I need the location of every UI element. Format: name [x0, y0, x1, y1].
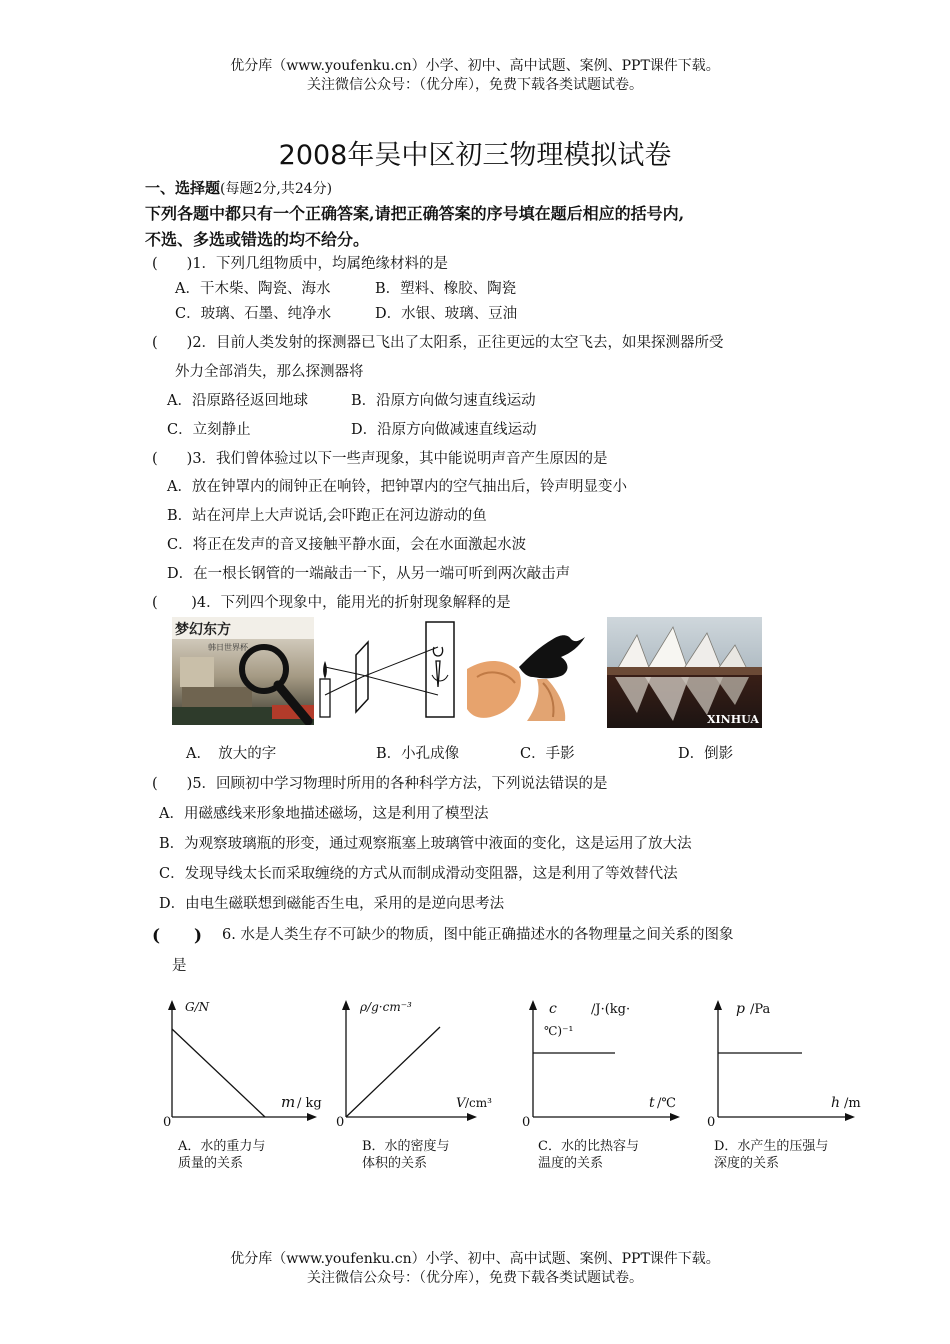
- question-2-stem-cont: 外力全部消失，那么探测器将: [175, 364, 364, 380]
- graph-c-caption: C．水的比热容与温度的关系: [538, 1139, 639, 1171]
- question-5-option-c: C．发现导线太长而采取缠绕的方式从而制成滑动变阻器，这是利用了等效替代法: [159, 866, 678, 882]
- page-title: 2008年吴中区初三物理模拟试卷: [278, 140, 672, 171]
- question-2-option-b: B．沿原方向做匀速直线运动: [351, 393, 536, 409]
- question-3-option-b: B．站在河岸上大声说话,会吓跑正在河边游动的鱼: [167, 508, 487, 524]
- question-4-caption-c: C．手影: [520, 746, 575, 762]
- question-4-stem: ( )4．下列四个现象中，能用光的折射现象解释的是: [152, 595, 511, 611]
- magnified-text-photo: [172, 617, 314, 725]
- question-3-option-d: D．在一根长钢管的一端敲击一下，从另一端可听到两次敲击声: [167, 566, 571, 582]
- graph-b-xlabel-symbol: V: [456, 1096, 466, 1111]
- graph-c: [513, 995, 693, 1130]
- question-3-stem: ( )3．我们曾体验过以下一些声现象，其中能说明声音产生原因的是: [152, 451, 608, 467]
- graph-b: [330, 995, 510, 1130]
- question-2-option-c: C．立刻静止: [167, 422, 251, 438]
- question-6-stem: 6. 水是人类生存不可缺少的物质，图中能正确描述水的各物理量之间关系的图象: [222, 927, 734, 943]
- page-footer-line2: 关注微信公众号：（优分库），免费下载各类试题试卷。: [307, 1270, 643, 1286]
- graph-c-ylabel-unit: /J·(kg·: [591, 1002, 631, 1017]
- graph-b-xlabel-unit: /cm³: [465, 1096, 492, 1110]
- question-4-caption-d: D．倒影: [678, 746, 734, 762]
- question-1-option-d: D．水银、玻璃、豆油: [375, 306, 518, 322]
- question-4-caption-a: A． 放大的字: [186, 746, 277, 762]
- graph-a-caption: A．水的重力与质量的关系: [178, 1139, 266, 1171]
- graph-b-origin: 0: [336, 1115, 345, 1130]
- graph-b-ylabel: ρ/g·cm⁻³: [360, 1000, 412, 1014]
- graph-a-xlabel-unit: / kg: [297, 1096, 322, 1111]
- graph-d: [700, 995, 875, 1130]
- question-5-option-a: A．用磁感线来形象地描述磁场，这是利用了模型法: [159, 806, 489, 822]
- question-2-stem: ( )2．目前人类发射的探测器已飞出了太阳系，正往更远的太空飞去，如果探测器所受: [152, 335, 724, 351]
- question-4-caption-b: B．小孔成像: [376, 746, 460, 762]
- newspaper-subhead: 韩日世界杯: [208, 643, 248, 652]
- section-points: (每题2分,共24分): [220, 181, 333, 197]
- graph-d-xlabel-unit: /m: [844, 1096, 861, 1111]
- question-2-option-d: D．沿原方向做减速直线运动: [351, 422, 537, 438]
- section-instruction-2: 不选、多选或错选的均不给分。: [145, 230, 370, 249]
- question-5-option-b: B．为观察玻璃瓶的形变，通过观察瓶塞上玻璃管中液面的变化，这是运用了放大法: [159, 836, 692, 852]
- question-1-option-c: C．玻璃、石墨、纯净水: [175, 306, 332, 322]
- question-1-stem: ( )1．下列几组物质中，均属绝缘材料的是: [152, 256, 449, 272]
- section-instruction-1: 下列各题中都只有一个正确答案,请把正确答案的序号填在题后相应的括号内,: [145, 204, 685, 223]
- pinhole-camera-diagram: [318, 617, 460, 725]
- graph-d-ylabel-symbol: p: [736, 1001, 745, 1017]
- newspaper-headline: 梦幻东方: [175, 622, 231, 638]
- graph-d-ylabel-unit: /Pa: [750, 1002, 771, 1017]
- question-3-option-c: C．将正在发声的音叉接触平静水面，会在水面激起水波: [167, 537, 527, 553]
- section-label: 一、选择题: [145, 179, 221, 197]
- graph-c-ylabel-symbol: c: [549, 1001, 557, 1017]
- graph-d-xlabel-symbol: h: [831, 1095, 841, 1111]
- page-header-line1: 优分库（www.youfenku.cn）小学、初中、高中试题、案例、PPT课件下载。: [230, 58, 720, 74]
- section-heading: [145, 177, 332, 198]
- graph-d-caption: D．水产生的压强与深度的关系: [714, 1139, 829, 1171]
- graph-c-xlabel-unit: /℃: [657, 1096, 676, 1111]
- question-1-option-a: A．干木柴、陶瓷、海水: [175, 281, 331, 297]
- graph-b-line: [346, 1027, 440, 1117]
- graph-a-ylabel: G/N: [185, 1000, 210, 1014]
- question-3-option-a: A．放在钟罩内的闹钟正在响铃，把钟罩内的空气抽出后，铃声明显变小: [167, 479, 627, 495]
- watermark-xinhua: XINHUA: [707, 713, 759, 726]
- graph-a-origin: 0: [163, 1115, 172, 1130]
- hand-shadow-photo: [467, 617, 600, 725]
- question-5-stem: ( )5．回顾初中学习物理时所用的各种科学方法，下列说法错误的是: [152, 776, 608, 792]
- reflection-photo: [607, 617, 762, 728]
- question-1-option-b: B．塑料、橡胶、陶瓷: [375, 281, 517, 297]
- page-header-line2: 关注微信公众号：（优分库），免费下载各类试题试卷。: [307, 77, 643, 93]
- graph-b-caption: B．水的密度与体积的关系: [362, 1139, 450, 1171]
- question-6-paren: ( ): [152, 926, 203, 946]
- graph-a: [155, 995, 335, 1130]
- question-6-stem-cont: 是: [172, 958, 187, 974]
- graph-a-xlabel-symbol: m: [281, 1093, 296, 1111]
- page-footer-line1: 优分库（www.youfenku.cn）小学、初中、高中试题、案例、PPT课件下载。: [230, 1251, 720, 1267]
- graph-c-origin: 0: [522, 1115, 531, 1130]
- graph-a-line: [172, 1029, 265, 1117]
- graph-c-xlabel-symbol: t: [649, 1095, 655, 1111]
- question-5-option-d: D．由电生磁联想到磁能否生电，采用的是逆向思考法: [159, 896, 505, 912]
- question-2-option-a: A．沿原路径返回地球: [167, 393, 308, 409]
- graph-d-origin: 0: [707, 1115, 716, 1130]
- graph-c-ylabel-unit2: ℃)⁻¹: [544, 1024, 574, 1038]
